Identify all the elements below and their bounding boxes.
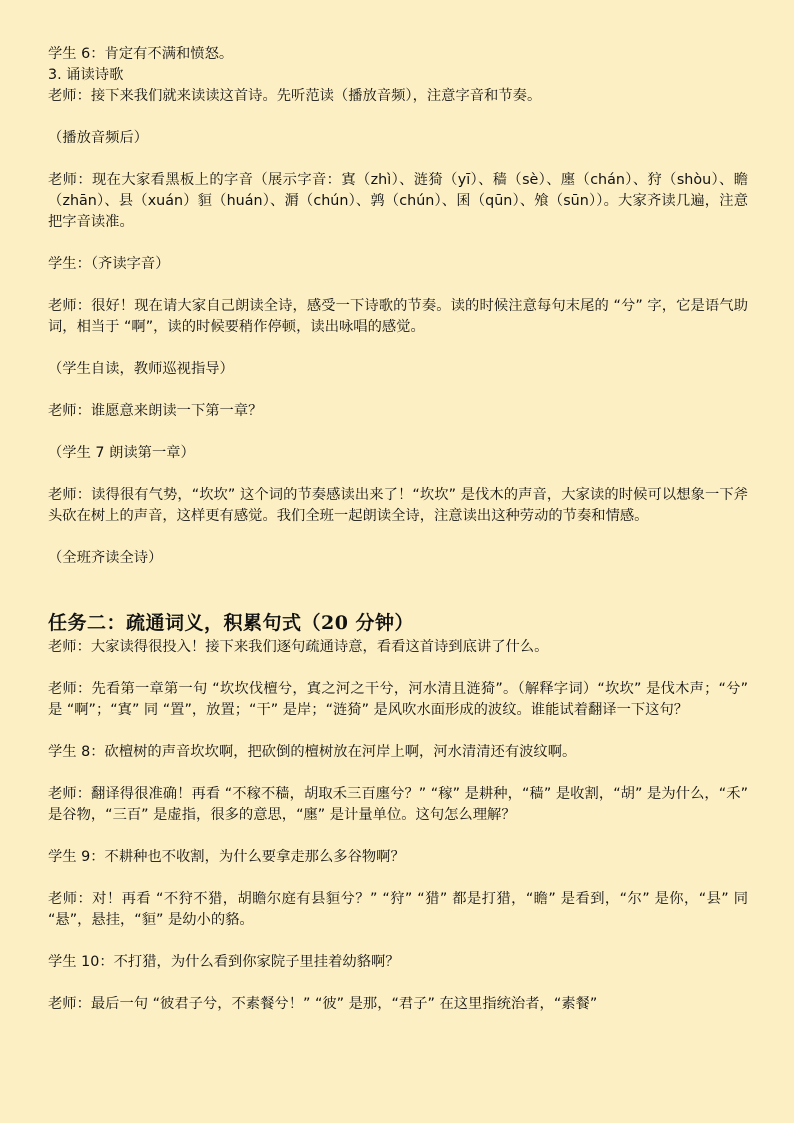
dialogue-line: 老师：大家读得很投入！接下来我们逐句疏通诗意，看看这首诗到底讲了什么。	[48, 639, 549, 655]
dialogue-line: 学生 10：不打猎，为什么看到你家院子里挂着幼貉啊？	[48, 954, 400, 970]
dialogue-line: 学生 8：砍檀树的声音坎坎啊，把砍倒的檀树放在河岸上啊，河水清清还有波纹啊。	[48, 744, 577, 760]
section-heading: 任务二：疏通词义，积累句式（20 分钟）	[48, 612, 415, 634]
dialogue-line: 老师：现在大家看黑板上的字音（展示字音：寘（zhì）、涟猗（yī）、穑（sè）、廛（chán）、狩（shòu）、瞻（zhān）、县（xuán）貆（huán）、漘（chún）、鹑（chún）、囷（qūn）、飧（sūn））。大家齐读几遍，注意把字音读准。	[48, 172, 748, 230]
dialogue-line: 老师：最后一句 “彼君子兮，不素餐兮！” “彼” 是那，“君子” 在这里指统治者，“素餐”	[48, 996, 598, 1012]
dialogue-line: 学生 9：不耕种也不收割，为什么要拿走那么多谷物啊？	[48, 849, 405, 865]
stage-direction: （学生自读，教师巡视指导）	[48, 361, 234, 377]
subsection-title: 3. 诵读诗歌	[48, 67, 124, 83]
dialogue-line: 学生：（齐读字音）	[48, 256, 170, 272]
dialogue-line: 老师：翻译得很准确！再看 “不稼不穑，胡取禾三百廛兮？” “稼” 是耕种，“穑” 是收割，“胡” 是为什么，“禾” 是谷物，“三百” 是虚指，很多的意思，“廛” 是计量单位。这句怎么理解？	[48, 786, 748, 823]
dialogue-line: 老师：谁愿意来朗读一下第一章？	[48, 403, 263, 419]
dialogue-line: 老师：接下来我们就来读读这首诗。先听范读（播放音频），注意字音和节奏。	[48, 88, 542, 104]
stage-direction: （学生 7 朗读第一章）	[48, 445, 195, 461]
dialogue-line: 老师：读得很有气势，“坎坎” 这个词的节奏感读出来了！“坎坎” 是伐木的声音，大家读的时候可以想象一下斧头砍在树上的声音，这样更有感觉。我们全班一起朗读全诗，注意读出这种劳动的节奏和情感。	[48, 487, 748, 524]
dialogue-line: 老师：先看第一章第一句 “坎坎伐檀兮，寘之河之干兮，河水清且涟猗”。（解释字词）“坎坎” 是伐木声；“兮” 是 “啊”；“寘” 同 “置”，放置；“干” 是岸；“涟猗” 是风吹水面形成的波纹。谁能试着翻译一下这句？	[48, 681, 748, 718]
document-page	[48, 44, 748, 1015]
stage-direction: （全班齐读全诗）	[48, 550, 163, 566]
dialogue-line: 学生 6：肯定有不满和愤怒。	[48, 46, 234, 62]
dialogue-line: 老师：很好！现在请大家自己朗读全诗，感受一下诗歌的节奏。读的时候注意每句末尾的 “兮” 字，它是语气助词，相当于 “啊”，读的时候要稍作停顿，读出咏唱的感觉。	[48, 298, 748, 335]
dialogue-line: 老师：对！再看 “不狩不猎，胡瞻尔庭有县貆兮？” “狩” “猎” 都是打猎，“瞻” 是看到，“尔” 是你，“县” 同 “悬”，悬挂，“貆” 是幼小的貉。	[48, 891, 748, 928]
stage-direction: （播放音频后）	[48, 130, 149, 146]
